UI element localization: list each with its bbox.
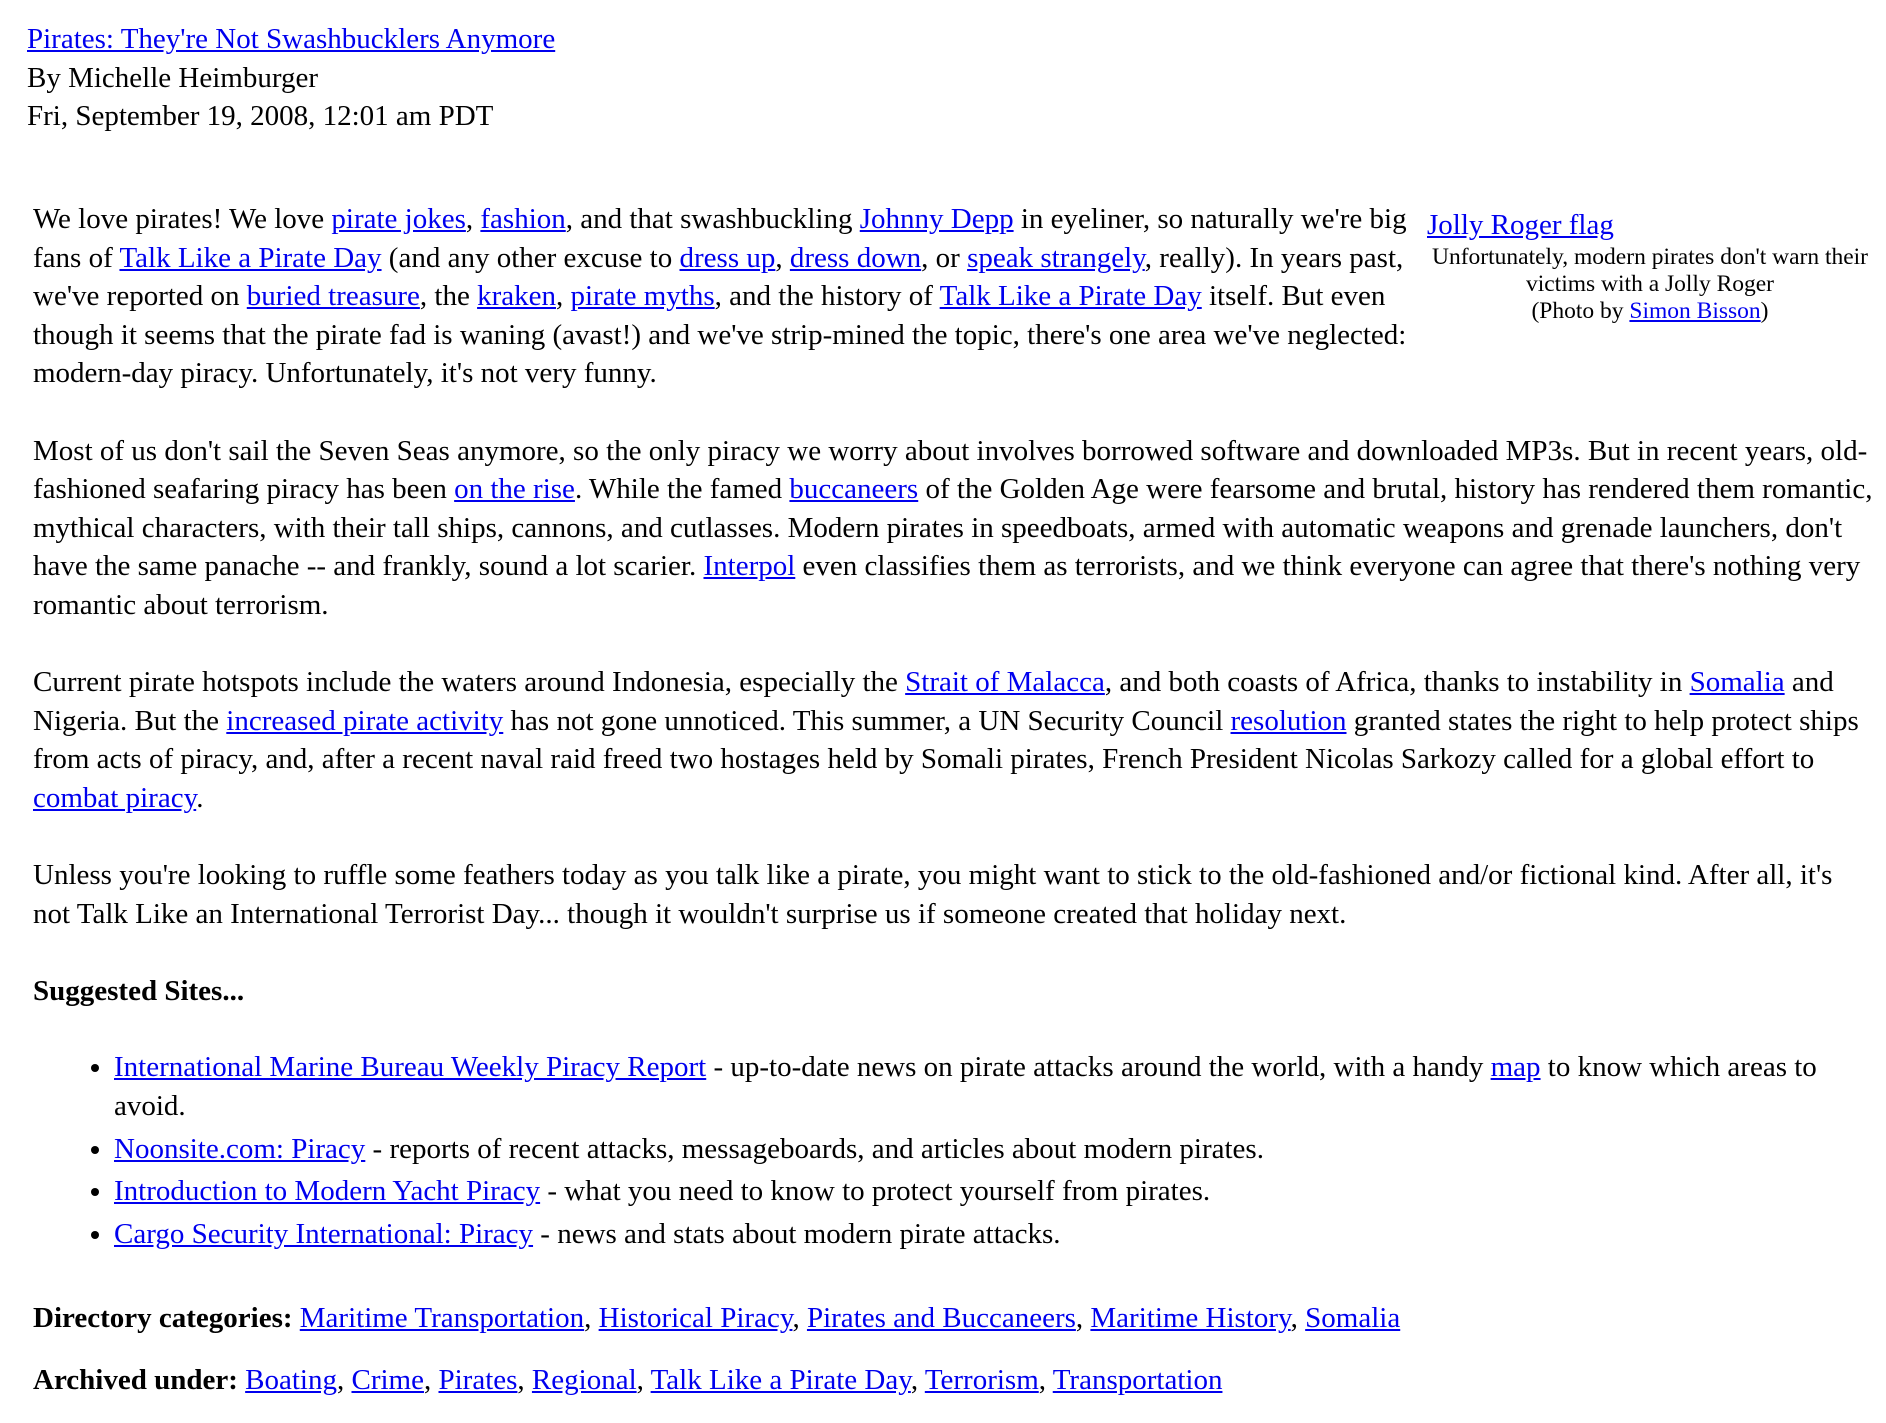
text: , or: [921, 241, 968, 274]
publish-date: Fri, September 19, 2008, 12:01 am PDT: [27, 100, 494, 133]
directory-categories: Directory categories: Maritime Transportation, Historical Piracy, Pirates and Buccaneers, Maritime History, Somalia: [33, 1302, 1401, 1335]
suggested-desc: to know which areas to avoid.: [114, 1051, 1817, 1123]
credit-prefix: (Photo by: [1531, 298, 1630, 324]
photo-credit: [1427, 298, 1873, 325]
link-johnny-depp[interactable]: Johnny Depp: [859, 203, 1014, 235]
credit-suffix: ): [1760, 298, 1769, 324]
link-speak-strangely[interactable]: speak strangely: [967, 241, 1145, 274]
directory-link[interactable]: Somalia: [1305, 1302, 1401, 1335]
text: Current pirate hotspots include the waters around Indonesia, especially the: [33, 666, 906, 699]
suggested-sites-list: [33, 1048, 1873, 1253]
text: granted states the right to help protect ships from acts of piracy, and, after a recent naval raid freed two hostages held by Somali pirates, French President Nicolas Sarkozy called for a global effort to: [33, 704, 1859, 776]
text: in eyeliner, so naturally we're big fans of: [33, 203, 1407, 274]
map-link[interactable]: map: [1490, 1051, 1541, 1084]
text: ,: [465, 203, 481, 235]
paragraph-modern-piracy: [33, 432, 1873, 625]
link-buccaneers[interactable]: buccaneers: [789, 473, 919, 506]
link-fashion[interactable]: fashion: [480, 203, 566, 235]
link-pirate-myths[interactable]: pirate myths: [570, 280, 715, 313]
directory-link[interactable]: Maritime Transportation: [299, 1302, 585, 1335]
suggested-desc: - up-to-date news on pirate attacks around the world, with a handy: [706, 1051, 1491, 1084]
text: of the Golden Age were fearsome and brutal, history has rendered them romantic, mythical characters, with their tall ships, cannons, and cutlasses. Modern pirates in speedboats, armed with automatic weapons and grenade launchers, don't have the same panache -- and frankly, sound a lot scarier.: [33, 473, 1873, 583]
link-pirate-jokes[interactable]: pirate jokes: [331, 203, 466, 235]
text: . While the famed: [574, 473, 790, 506]
paragraph-conclusion: Unless you're looking to ruffle some feathers today as you talk like a pirate, you might want to stick to the old-fashioned and/or fictional kind. After all, it's not Talk Like an International Terrorist Day... though it wouldn't surprise us if someone created that holiday next.: [33, 859, 1833, 930]
directory-link[interactable]: Historical Piracy: [598, 1302, 793, 1335]
archive-link[interactable]: Regional: [531, 1364, 637, 1397]
archive-link[interactable]: Transportation: [1052, 1364, 1223, 1397]
text: (and any other excuse to: [381, 241, 680, 274]
text: and Nigeria. But the: [33, 666, 1834, 737]
archive-link[interactable]: Pirates: [438, 1364, 518, 1397]
link-on-the-rise[interactable]: on the rise: [454, 473, 575, 506]
text: Most of us don't sail the Seven Seas anymore, so the only piracy we worry about involves borrowed software and downloaded MP3s. But in recent years, old-fashioned seafaring piracy has been: [33, 434, 1868, 506]
link-interpol[interactable]: Interpol: [703, 550, 796, 583]
article-body: [33, 200, 1873, 1423]
link-buried-treasure[interactable]: buried treasure: [246, 280, 420, 313]
link-dress-down[interactable]: dress down: [789, 241, 922, 274]
photo-sidebar: [1427, 208, 1873, 325]
text: ,: [775, 241, 790, 274]
directory-label: Directory categories:: [33, 1302, 293, 1335]
suggested-link[interactable]: Introduction to Modern Yacht Piracy: [114, 1175, 541, 1208]
paragraph-hotspots: [33, 663, 1873, 817]
jolly-roger-image-link[interactable]: Jolly Roger flag: [1427, 209, 1614, 241]
link-strait-of-malacca[interactable]: Strait of Malacca: [905, 666, 1105, 699]
directory-link[interactable]: Pirates and Buccaneers: [806, 1302, 1076, 1335]
text: , and both coasts of Africa, thanks to instability in: [1104, 666, 1690, 699]
text: itself. But even though it seems that the pirate fad is waning (avast!) and we've strip-mined the topic, there's one area we've neglected: modern-day piracy. Unfortunately, it's not very funny.: [33, 280, 1407, 390]
archive-link[interactable]: Talk Like a Pirate Day: [650, 1364, 911, 1397]
byline: By Michelle Heimburger: [27, 61, 319, 94]
text: .: [196, 781, 204, 814]
suggested-sites-heading: Suggested Sites...: [33, 974, 245, 1007]
list-item: [114, 1172, 1873, 1211]
list-item: [114, 1130, 1873, 1169]
link-kraken[interactable]: kraken: [477, 280, 556, 313]
list-item: [114, 1048, 1873, 1125]
text: We love pirates! We love: [33, 203, 332, 235]
text: even classifies them as terrorists, and we think everyone can agree that there's nothing very romantic about terrorism.: [33, 550, 1861, 621]
text: , and the history of: [714, 280, 940, 313]
link-somalia[interactable]: Somalia: [1689, 666, 1785, 699]
directory-link[interactable]: Maritime History: [1090, 1302, 1291, 1335]
article-title-link[interactable]: Pirates: They're Not Swashbucklers Anymore: [27, 23, 556, 55]
archive-link[interactable]: Crime: [351, 1364, 424, 1397]
suggested-link[interactable]: International Marine Bureau Weekly Piracy Report: [114, 1051, 707, 1084]
archive-link[interactable]: Boating: [245, 1364, 337, 1397]
text: , the: [419, 280, 478, 313]
archived-under: Archived under: Boating, Crime, Pirates, Regional, Talk Like a Pirate Day, Terrorism, Transportation: [33, 1364, 1223, 1397]
suggested-desc: - what you need to know to protect yourself from pirates.: [540, 1175, 1211, 1208]
link-increased-pirate-activity[interactable]: increased pirate activity: [226, 704, 504, 737]
link-resolution[interactable]: resolution: [1230, 704, 1347, 737]
archive-link[interactable]: Terrorism: [924, 1364, 1039, 1397]
photo-caption: Unfortunately, modern pirates don't warn their victims with a Jolly Roger: [1431, 244, 1869, 297]
link-combat-piracy[interactable]: combat piracy: [33, 781, 197, 814]
suggested-link[interactable]: Noonsite.com: Piracy: [114, 1132, 366, 1165]
text: , really). In years past, we've reported on: [33, 241, 1404, 313]
suggested-desc: - reports of recent attacks, messageboards, and articles about modern pirates.: [365, 1132, 1264, 1165]
link-talk-like-a-pirate-day-history[interactable]: Talk Like a Pirate Day: [939, 280, 1202, 313]
text: has not gone unnoticed. This summer, a UN Security Council: [503, 704, 1231, 737]
photographer-link[interactable]: Simon Bisson: [1629, 298, 1761, 324]
text: ,: [555, 280, 571, 313]
archived-label: Archived under:: [33, 1364, 238, 1397]
suggested-desc: - news and stats about modern pirate attacks.: [533, 1217, 1061, 1250]
text: , and that swashbuckling: [565, 203, 860, 235]
suggested-link[interactable]: Cargo Security International: Piracy: [114, 1217, 534, 1250]
link-dress-up[interactable]: dress up: [679, 241, 776, 274]
article-header: [27, 20, 555, 136]
list-item: [114, 1215, 1873, 1254]
link-talk-like-a-pirate-day[interactable]: Talk Like a Pirate Day: [119, 241, 382, 274]
